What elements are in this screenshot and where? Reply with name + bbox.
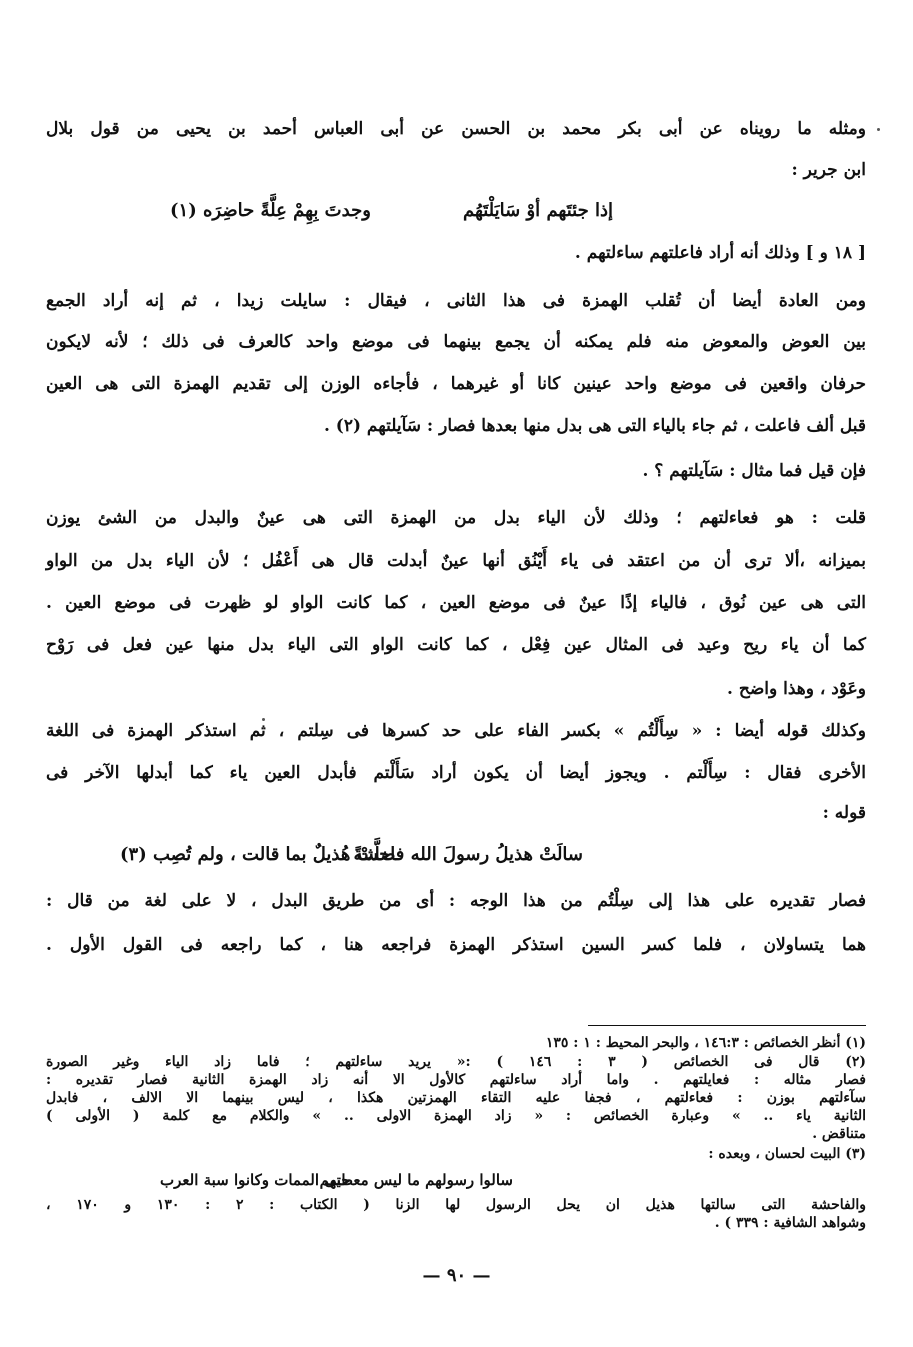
body-line: قبل ألف فاعلت ، ثم جاء بالياء التى هى بدل منها بعدها فصار : سَآيلتهم (٢) . <box>323 416 866 436</box>
verse-hemistich: إذا جئتَهم أوْ سَايَلْتَهُم <box>462 200 613 221</box>
body-line: [ ١٨ و ] وذلك أنه أراد فاعلتهم ساءلتهم . <box>574 243 866 263</box>
body-line: هما يتساولان ، فلما كسر السين استذكر الهمزة فراجعه هنا ، كما راجعه فى القول الأول . <box>46 935 866 955</box>
page-number: — ٩٠ — <box>422 1265 491 1286</box>
footnote-line: (٢) قال فى الخصائص ( ٣ : ١٤٦ ) :« يريد ساءلتهم ؛ فاما زاد الياء وغير الصورة <box>46 1054 866 1070</box>
body-line: فصار تقديره على هذا إلى سِلْتُم من هذا الوجه : أى من طريق البدل ، لا على لغة من قال : <box>46 891 866 911</box>
verse-hemistich: ضلَّتْ هُذيلٌ بما قالت ، ولم تُصِب (٣) <box>120 844 396 865</box>
body-line: بميزانه ،ألا ترى أن من اعتقد فى ياء أَيْنُق أنها عينٌ أبدلت قال هى أَعْفُل ؛ لأن الياء بدل من الواو <box>46 551 866 571</box>
body-line: قوله : <box>822 803 866 823</box>
body-line: ومثله ما رويناه عن أبى بكر محمد بن الحسن عن أبى العباس أحمد بن يحيى من قول بلال <box>46 119 866 139</box>
footnote-verse-hemistich: حتى الممات وكانوا سبة العرب <box>160 1171 351 1189</box>
scan-speck <box>262 718 265 721</box>
scan-speck <box>877 128 880 131</box>
body-line: وعَوْد ، وهذا واضح . <box>727 679 866 699</box>
body-line: ابن جرير : <box>791 160 866 180</box>
footnote-line: سآءلتهم بوزن : فعاءلتهم ، فجفا عليه التقاء الهمزتين هكذا ، ليس بينهما الا الالف ، فابدل <box>46 1090 866 1106</box>
footnote-separator <box>588 1025 866 1026</box>
footnote-line: (٣) البيت لحسان ، وبعده : <box>708 1146 866 1162</box>
body-line: ومن العادة أيضا أن تُقلب الهمزة فى هذا الثانى ، فيقال : سايلت زيدا ، ثم إنه أراد الجمع <box>46 291 866 311</box>
footnote-line: (١) أنظر الخصائص : ١٤٦:٣ ، والبحر المحيط : ١ : ١٣٥ <box>545 1035 866 1051</box>
body-line: فإن قيل فما مثال : سَآيلتهم ؟ . <box>642 461 866 481</box>
body-line: قلت : هو فعاءلتهم ؛ وذلك لأن الياء بدل من الهمزة التى هى عينٌ والبدل من الشئ يوزن <box>46 508 866 528</box>
footnote-line: الثانية ياء .. » وعبارة الخصائص : « زاد الهمزة الاولى .. » والكلام مع كلمة ( الأولى ) <box>46 1108 866 1124</box>
footnote-line: متناقض . <box>812 1126 866 1142</box>
verse-hemistich: وجدتَ بِهِمْ عِلَّةً حاضِرَه (١) <box>170 200 371 221</box>
footnote-verse-hemistich: سالوا رسولهم ما ليس معطيهم <box>319 1171 513 1189</box>
body-line: كما أن ياء ريح وعيد فى المثال عين فِعْل ، كما كانت الواو التى الياء بدل منها عين فعل فى رَوْح <box>46 635 866 655</box>
body-line: بين العوض والمعوض منه فلم يمكنه أن يجمع بينهما فى موضع واحد كالعرف فى ذلك ؛ لأنه لايكون <box>46 332 866 352</box>
footnote-line: وشواهد الشافية : ٣٣٩ ) . <box>714 1215 866 1231</box>
body-line: التى هى عين نُوق ، فالياء إذًا عينٌ فى موضع العين ، كما كانت الواو لو ظهرت فى موضع العين . <box>46 593 866 613</box>
footnote-line: والفاحشة التى سالتها هذيل ان يحل الرسول لها الزنا ( الكتاب : ٢ : ١٣٠ و ١٧٠ ، <box>46 1197 867 1213</box>
verse-hemistich: سالَتْ هذيلُ رسولَ الله فاحشةً <box>353 844 583 865</box>
body-line: حرفان واقعين فى موضع واحد عينين كانا أو غيرهما ، فأجاءه الوزن إلى تقديم الهمزة التى هى العين <box>46 374 866 394</box>
footnote-line: فصار مثاله : فعايلتهم . واما أراد ساءلتهم كالأول الا أنه زاد الهمزة الثانية فصار تقديره : <box>46 1072 866 1088</box>
body-line: الأخرى فقال : سِأَلْتم . ويجوز أيضا أن يكون أراد سَأَلْتم فأبدل العين ياء كما أبدلها الآخر فى <box>46 763 866 783</box>
body-line: وكذلك قوله أيضا : « سِأَلْتُم » بكسر الفاء على حد كسرها فى سِلتم ، ثم استذكر الهمزة فى اللغة <box>46 721 866 741</box>
